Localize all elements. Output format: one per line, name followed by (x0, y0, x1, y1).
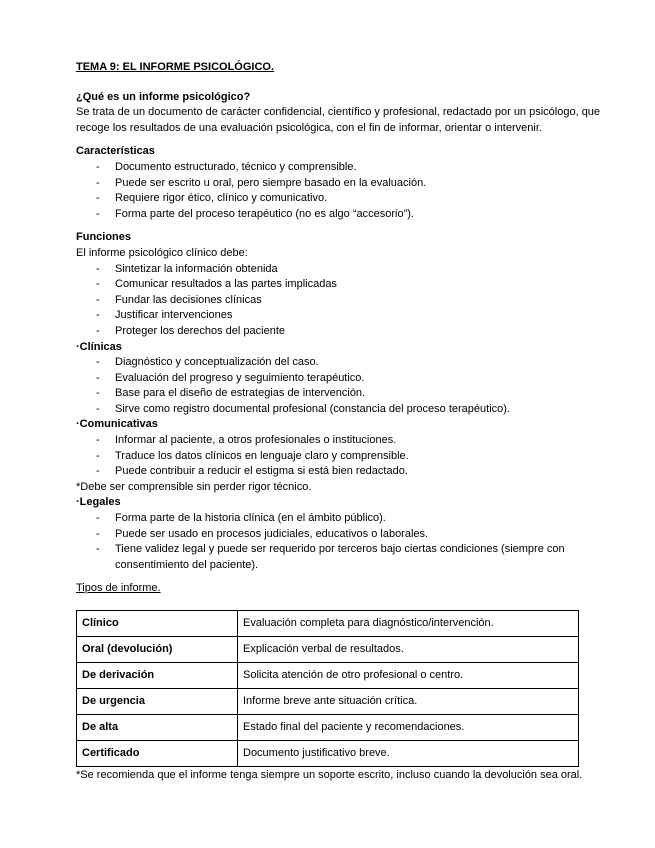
communicative-list (76, 433, 621, 480)
type-cell: De derivación (77, 663, 238, 689)
list-item: - Traduce los datos clínicos en lenguaje claro y comprensible. (76, 449, 621, 465)
characteristics-heading: Características (76, 145, 155, 158)
type-cell: De urgencia (77, 689, 238, 715)
description-cell: Explicación verbal de resultados. (238, 637, 579, 663)
functions-list (76, 262, 621, 340)
table-row (77, 689, 579, 715)
list-item: - Sirve como registro documental profesional (constancia del proceso terapéutico). (76, 402, 621, 418)
legal-heading: ·Legales (76, 496, 121, 509)
what-text: Se trata de un documento de carácter confidencial, científico y profesional, redactado por un psicólogo, que recoge los resultados de una evaluación psicológica, con el fin de informar, orientar o intervenir. (76, 106, 601, 134)
list-item: - Sintetizar la información obtenida (76, 262, 621, 278)
table-row (77, 637, 579, 663)
list-item: - Forma parte de la historia clínica (en el ámbito público). (76, 511, 621, 527)
what-heading: ¿Qué es un informe psicológico? (76, 90, 251, 103)
description-cell: Documento justificativo breve. (238, 741, 579, 767)
list-item: - Base para el diseño de estrategias de intervención. (76, 386, 621, 402)
description-cell: Evaluación completa para diagnóstico/intervención. (238, 611, 579, 637)
type-cell: Clínico (77, 611, 238, 637)
types-note: *Se recomienda que el informe tenga siempre un soporte escrito, incluso cuando la devolución sea oral. (76, 769, 583, 781)
clinical-heading: ·Clínicas (76, 340, 122, 353)
list-item: - Evaluación del progreso y seguimiento terapéutico. (76, 371, 621, 387)
description-cell: Estado final del paciente y recomendaciones. (238, 715, 579, 741)
list-item: - Diagnóstico y conceptualización del caso. (76, 355, 621, 371)
document-page (76, 60, 621, 784)
list-item: - Puede ser usado en procesos judiciales, educativos o laborales. (76, 527, 621, 543)
types-heading: Tipos de informe. (76, 582, 161, 595)
table-row (77, 611, 579, 637)
legal-list (76, 511, 621, 573)
type-cell: Certificado (77, 741, 238, 767)
description-cell: Informe breve ante situación crítica. (238, 689, 579, 715)
type-cell: Oral (devolución) (77, 637, 238, 663)
table-row (77, 741, 579, 767)
table-row (77, 663, 579, 689)
type-cell: De alta (77, 715, 238, 741)
characteristics-list (76, 160, 621, 222)
list-item: - Justificar intervenciones (76, 308, 621, 324)
list-item: - Informar al paciente, a otros profesionales o instituciones. (76, 433, 621, 449)
list-item: - Puede ser escrito u oral, pero siempre basado en la evaluación. (76, 176, 621, 192)
list-item: - Tiene validez legal y puede ser requerido por terceros bajo ciertas condiciones (siempre con consentimiento del paciente). (76, 542, 621, 573)
functions-heading: Funciones (76, 231, 132, 244)
list-item: - Documento estructurado, técnico y comprensible. (76, 160, 621, 176)
types-table (76, 610, 579, 767)
communicative-note: *Debe ser comprensible sin perder rigor técnico. (76, 480, 312, 493)
list-item: - Puede contribuir a reducir el estigma si está bien redactado. (76, 464, 621, 480)
clinical-list (76, 355, 621, 417)
list-item: - Fundar las decisiones clínicas (76, 293, 621, 309)
list-item: - Forma parte del proceso terapéutico (no es algo “accesorio”). (76, 207, 621, 223)
functions-intro: El informe psicológico clínico debe: (76, 246, 248, 259)
table-row (77, 715, 579, 741)
list-item: - Requiere rigor ético, clínico y comunicativo. (76, 191, 621, 207)
list-item: - Proteger los derechos del paciente (76, 324, 621, 340)
description-cell: Solicita atención de otro profesional o centro. (238, 663, 579, 689)
communicative-heading: ·Comunicativas (76, 418, 158, 431)
list-item: - Comunicar resultados a las partes implicadas (76, 277, 621, 293)
page-title: TEMA 9: EL INFORME PSICOLÓGICO. (76, 61, 275, 73)
